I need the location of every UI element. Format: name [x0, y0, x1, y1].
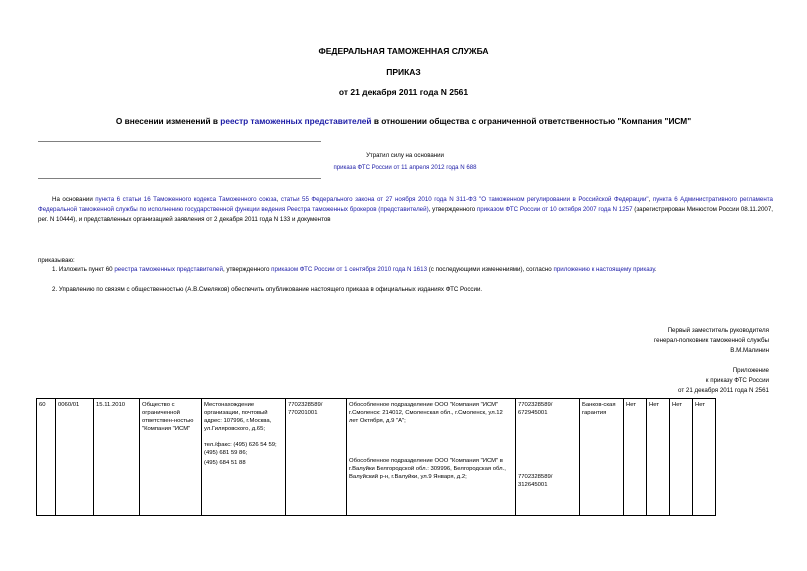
status-note: Утратил силу на основании приказа ФТС России от 11 апреля 2012 года N 688: [333, 152, 477, 171]
cell-company-name: Общество с ограниченной ответствен-ностью "Компания "ИСМ": [140, 399, 202, 516]
cell-flag-1: Нет: [624, 399, 647, 516]
item-1-paragraph: 1. Изложить пункт 60 реестра таможенных представителей, утвержденного приказом ФТС России от 1 сентября 2010 года N 1613 (с последующими изменениями), согласно приложению к настоящему приказу.: [52, 266, 657, 273]
order-1613-link[interactable]: приказом ФТС России от 1 сентября 2010 года N 1613: [271, 266, 428, 273]
appendix-link[interactable]: приложению к настоящему приказу: [553, 266, 655, 273]
registry-table: [36, 398, 716, 516]
signature-block: Первый заместитель руководителя генерал-полковник таможенной службы В.М.Малинин: [654, 327, 769, 354]
cell-guarantee: Банков-ская гарантия: [580, 399, 624, 516]
item-2-paragraph: 2. Управлению по связям с общественностью (А.В.Смеляков) обеспечить опубликование настоящего приказа в официальных изданиях ФТС России.: [52, 286, 483, 293]
order-1257-link[interactable]: приказом ФТС России от 10 октября 2007 года N 1257: [476, 206, 633, 213]
cell-inn-kpp: 7702328589/ 770201001: [286, 399, 347, 516]
order-word: приказываю:: [38, 257, 75, 264]
appendix-header: Приложение к приказу ФТС России от 21 декабря 2011 года N 2561: [678, 367, 769, 394]
registry-link-2[interactable]: реестра таможенных представителей: [114, 266, 223, 273]
cell-branch-inn: 7702328589/ 672945001 7702328589/ 312645001: [516, 399, 580, 516]
doc-title: О внесении изменений в реестр таможенных представителей в отношении общества с ограниченной ответственностью "Компания "ИСМ": [115, 116, 692, 126]
registry-link[interactable]: реестр таможенных представителей: [220, 116, 372, 126]
org-heading: ФЕДЕРАЛЬНАЯ ТАМОЖЕННАЯ СЛУЖБА: [318, 46, 489, 56]
cell-reg-number: 0060/01: [56, 399, 94, 516]
doc-date-number: от 21 декабря 2011 года N 2561: [338, 87, 469, 97]
cell-number: 60: [37, 399, 56, 516]
divider-bottom: [38, 178, 321, 179]
cell-date: 15.11.2010: [94, 399, 140, 516]
cell-address: Местонахождение организации, почтовый адрес: 107996, г.Москва, ул.Гиляровского, д.65; тел./факс: (495) 626 54 59; (495) 681 59 86; (495) 684 51 88: [202, 399, 286, 516]
customs-code-link[interactable]: пункта 6 статьи 16 Таможенного кодекса Таможенного союза: [95, 196, 277, 203]
preamble-paragraph: На основании пункта 6 статьи 16 Таможенного кодекса Таможенного союза, статьи 55 Федерального закона от 27 ноября 2010 года N 311-ФЗ "О таможенном регулировании в Российской Федерации", пункта 6 Административного регламента Федеральной таможенной службы по исполнению государственной функции ведения Реестра таможенных брокеров (представителей), утвержденного приказом ФТС России от 10 октября 2007 года N 1257 (зарегистрирован Минюстом России 08.11.2007, рег. N 10444), и представленных организацией заявления от 2 декабря 2011 года N 133 и документов: [38, 196, 774, 223]
cell-branches: Обособленное подразделение ООО "Компания "ИСМ" г.Смоленск: 214012, Смоленская обл., г.Смоленск, ул.12 лет Октября, д.9 "А"; Обособленное подразделение ООО "Компания "ИСМ" в г.Валуйки Белгородской обл.: 309996, Белгородская обл., Валуйский р-н, г.Валуйки, ул.9 Января, д.2;: [347, 399, 516, 516]
cell-flag-3: Нет: [670, 399, 693, 516]
regulation-link[interactable]: пункта 6 Административного регламента Федеральной таможенной службы по исполнению государственной функции ведения Реестра таможенных брокеров (представителей): [38, 196, 774, 213]
table-row: [37, 399, 716, 516]
doc-type-heading: ПРИКАЗ: [386, 67, 421, 77]
cell-flag-2: Нет: [647, 399, 670, 516]
federal-law-link[interactable]: статьи 55 Федерального закона от 27 ноября 2010 года N 311-ФЗ "О таможенном регулировании в Российской Федерации": [280, 196, 649, 203]
repeal-order-link[interactable]: приказа ФТС России от 11 апреля 2012 года N 688: [333, 164, 477, 171]
cell-flag-4: Нет: [693, 399, 716, 516]
divider-top: [38, 141, 321, 142]
